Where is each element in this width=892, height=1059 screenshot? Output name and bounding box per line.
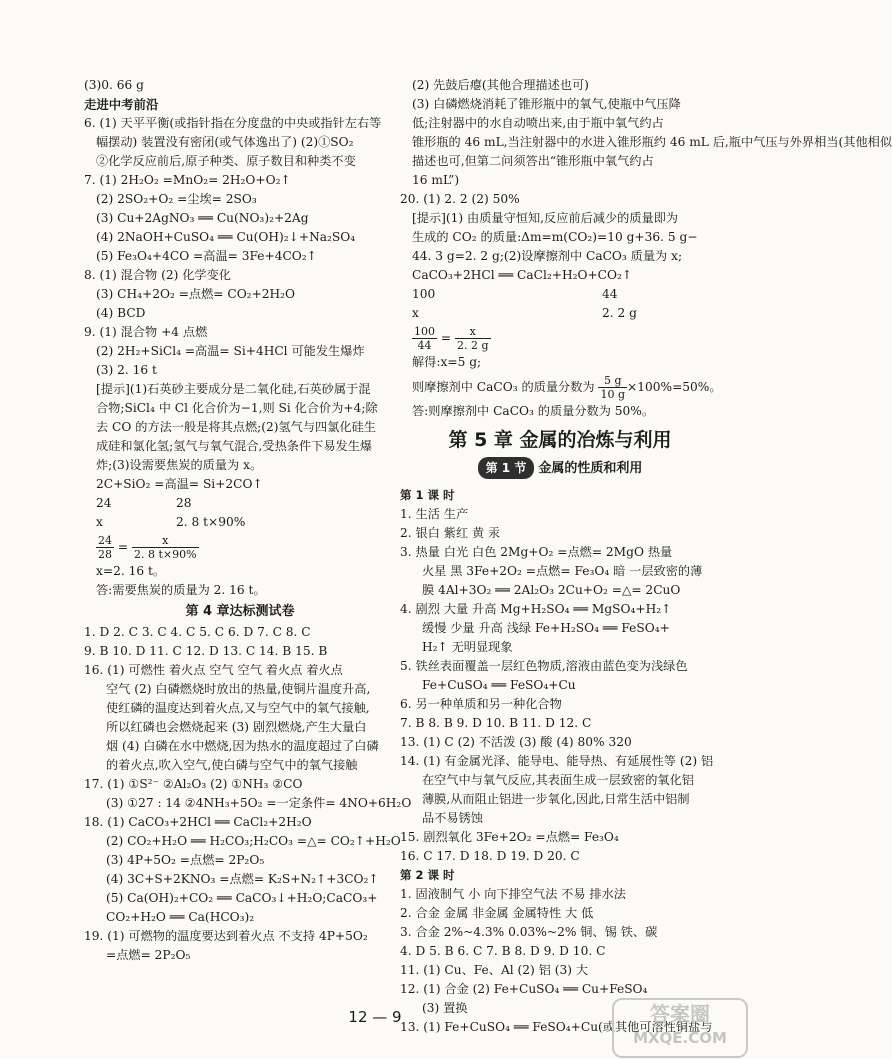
answer-line: CO₂+H₂O ══ Ca(HCO₃)₂ — [106, 910, 255, 924]
answer-line: 薄膜,从而阻止铝进一步氧化,因此,日常生活中铝制 — [422, 792, 690, 806]
mass-ratio-row — [84, 494, 396, 513]
answer-line: 描述也可,但第二问须答出“锥形瓶中氧气约占 — [412, 154, 654, 168]
answer-line: 19. (1) 可燃物的温度要达到着火点 不支持 4P+5O₂ — [84, 929, 368, 943]
answer-line: 解得:x=5 g; — [412, 355, 482, 369]
answer-line: (3) 4P+5O₂ =点燃= 2P₂O₅ — [106, 853, 265, 867]
answer-line: (2) 2H₂+SiCl₄ =高温= Si+4HCl 可能发生爆炸 — [96, 344, 365, 358]
answer-line: 3. 热量 白光 白色 2Mg+O₂ =点燃= 2MgO 热量 — [400, 545, 673, 559]
answer-line: (3)0. 66 g — [84, 78, 144, 92]
watermark-logo: 答案圈 MXQE.COM — [612, 998, 748, 1058]
mass-value: 2. 8 t×90% — [176, 515, 246, 529]
answer-line: 12. (1) 合金 (2) Fe+CuSO₄ ══ Cu+FeSO₄ — [400, 982, 648, 996]
fraction: $\frac{x}{2. 2 g}$ — [456, 325, 489, 352]
answer-line: 6. (1) 天平平衡(或指针指在分度盘的中央或指针左右等 — [84, 116, 382, 130]
proportion-equation: $\frac{100}{44}$ = $\frac{x}{2. 2 g}$ — [414, 325, 489, 352]
lesson-heading: 第 2 课 时 — [400, 868, 455, 882]
answer-line: 18. (1) CaCO₃+2HCl ══ CaCl₂+2H₂O — [84, 815, 312, 829]
section-heading-test: 第 4 章达标测试卷 — [185, 604, 295, 619]
answer-line: 2. 合金 金属 非金属 金属特性 大 低 — [400, 906, 594, 920]
lesson-heading: 第 1 课 时 — [400, 488, 455, 502]
answer-line: 6. 另一种单质和另一种化合物 — [400, 697, 562, 711]
answer-line: 所以红磷也会燃烧起来 (3) 剧烈燃烧,产生大量白 — [106, 720, 367, 734]
answer-line: 1. 生活 生产 — [400, 507, 469, 521]
answer-line: (3) 2. 16 t — [96, 363, 157, 377]
answer-line: 9. (1) 混合物 +4 点燃 — [84, 325, 208, 339]
mass-ratio-row — [400, 304, 720, 323]
section-badge: 第 1 节 — [478, 457, 535, 479]
hint-line: 去 CO 的方法一般是将其点燃;(2)氢气与四氯化硅生 — [96, 420, 376, 434]
answer-line: 的着火点,吹入空气,使白磷与空气中的氧气接触 — [106, 758, 358, 772]
hint-line: 成硅和氯化氢;氢气与氧气混合,受热条件下易发生爆 — [96, 439, 373, 453]
answer-line: 7. B 8. B 9. D 10. B 11. D 12. C — [400, 716, 592, 730]
hint-line: 合物;SiCl₄ 中 Cl 化合价为−1,则 Si 化合价为+4;除 — [96, 401, 378, 415]
mass-ratio-row — [400, 285, 720, 304]
equation-line: 2C+SiO₂ =高温= Si+2CO↑ — [96, 477, 263, 491]
answer-line: 14. (1) 有金属光泽、能导电、能导热、有延展性等 (2) 铝 — [400, 754, 714, 768]
answer-line: (3) Cu+2AgNO₃ ══ Cu(NO₃)₂+2Ag — [96, 211, 309, 225]
mass-value: 24 — [96, 496, 112, 510]
answer-line: 烟 (4) 白磷在水中燃烧,因为热水的温度超过了白磷 — [106, 739, 379, 753]
answer-line: (3) CH₄+2O₂ =点燃= CO₂+2H₂O — [96, 287, 296, 301]
fraction: $\frac{x}{2. 8 t\times 90\%}$ — [133, 534, 197, 561]
answer-line: 7. (1) 2H₂O₂ =MnO₂= 2H₂O+O₂↑ — [84, 173, 291, 187]
answer-line: (3) 置换 — [422, 1001, 468, 1015]
answer-line: 20. (1) 2. 2 (2) 50% — [400, 192, 520, 206]
fraction: $\frac{100}{44}$ — [414, 325, 435, 352]
answer-line: 16. C 17. D 18. D 19. D 20. C — [400, 849, 580, 863]
answer-line: 4. 剧烈 大量 升高 Mg+H₂SO₄ ══ MgSO₄+H₂↑ — [400, 602, 672, 616]
answer-line: 15. 剧烈氧化 3Fe+2O₂ =点燃= Fe₃O₄ — [400, 830, 619, 844]
answer-line: Fe+CuSO₄ ══ FeSO₄+Cu — [422, 678, 576, 692]
fraction: $\frac{24}{28}$ — [98, 534, 112, 561]
answer-line: 使红磷的温度达到着火点,又与空气中的氧气接触, — [106, 701, 370, 715]
answer-line: (2) CO₂+H₂O ══ H₂CO₃;H₂CO₃ =△= CO₂↑+H₂O — [106, 834, 401, 848]
answer-line: (4) BCD — [96, 306, 146, 320]
answer-line: 13. (1) C (2) 不活泼 (3) 酸 (4) 80% 320 — [400, 735, 632, 749]
answer-line: 火星 黑 3Fe+2O₂ =点燃= Fe₃O₄ 暗 一层致密的薄 — [422, 564, 703, 578]
answer-line: 4. D 5. B 6. C 7. B 8. D 9. D 10. C — [400, 944, 606, 958]
answer-line: =点燃= 2P₂O₅ — [106, 948, 191, 962]
answer-line: 2. 银白 紫红 黄 汞 — [400, 526, 501, 540]
answer-line: 在空气中与氧气反应,其表面生成一层致密的氧化铝 — [422, 773, 694, 787]
right-column — [400, 76, 892, 1037]
mass-value: 100 — [412, 287, 436, 301]
answer-line: (4) 3C+S+2KNO₃ =点燃= K₂S+N₂↑+3CO₂↑ — [106, 872, 379, 886]
section-title: 金属的性质和利用 — [538, 461, 643, 476]
section-heading-front: 走进中考前沿 — [84, 97, 159, 112]
percent-calc-line: 则摩擦剂中 CaCO₃ 的质量分数为 $\frac{5 g}{10 g}$ ×100%=50%。 — [412, 374, 722, 401]
section-header — [400, 457, 720, 480]
answer-line: (5) Ca(OH)₂+CO₂ ══ CaCO₃↓+H₂O;CaCO₃+ — [106, 891, 378, 905]
answer-line: 16. (1) 可燃性 着火点 空气 空气 着火点 着火点 — [84, 663, 343, 677]
hint-line: 44. 3 g=2. 2 g;(2)设摩擦剂中 CaCO₃ 质量为 x; — [412, 249, 683, 263]
answer-line: 答:则摩擦剂中 CaCO₃ 的质量分数为 50%。 — [412, 404, 655, 418]
answer-line: 9. B 10. D 11. C 12. D 13. C 14. B 15. B — [84, 644, 328, 658]
answer-line: 品不易锈蚀 — [422, 811, 483, 825]
page-number: 12 — 9 — [348, 1008, 402, 1026]
answer-line: 17. (1) ①S²⁻ ②Al₂O₃ (2) ①NH₃ ②CO — [84, 777, 303, 791]
mass-value: 44 — [602, 287, 618, 301]
answer-line: (3) ①27 : 14 ②4NH₃+5O₂ =一定条件= 4NO+6H₂O — [106, 796, 412, 810]
answer-line: (3) 白磷燃烧消耗了锥形瓶中的氧气,使瓶中气压降 — [412, 97, 681, 111]
mass-value: 2. 2 g — [602, 306, 637, 320]
answer-line: 幅摆动) 装置没有密闭(或气体逸出了) (2)①SO₂ — [96, 135, 354, 149]
answer-line: 低;注射器中的水自动喷出来,由于瓶中氧气约占 — [412, 116, 664, 130]
answer-line: 16 mL”) — [412, 173, 460, 187]
answer-line: 8. (1) 混合物 (2) 化学变化 — [84, 268, 231, 282]
answer-line: 3. 合金 2%~4.3% 0.03%~2% 铜、锡 铁、碳 — [400, 925, 658, 939]
answer-line: ②化学反应前后,原子种类、原子数目和种类不变 — [96, 154, 356, 168]
answer-line: 1. D 2. C 3. C 4. C 5. C 6. D 7. C 8. C — [84, 625, 311, 639]
answer-line: 缓慢 少量 升高 浅绿 Fe+H₂SO₄ ══ FeSO₄+ — [422, 621, 670, 635]
answer-line: (2) 先鼓后瘪(其他合理描述也可) — [412, 78, 589, 92]
mass-value: x — [412, 306, 419, 320]
fraction: $\frac{5 g}{10 g}$ — [600, 374, 626, 401]
mass-value: 28 — [176, 496, 192, 510]
left-column — [84, 76, 412, 965]
hint-line: 生成的 CO₂ 的质量:Δm=m(CO₂)=10 g+36. 5 g− — [412, 230, 698, 244]
answer-line: 13. (1) Fe+CuSO₄ ══ FeSO₄+Cu(或其他可溶性铜盐与 — [400, 1020, 713, 1034]
answer-line: x=2. 16 t。 — [96, 564, 166, 578]
hint-line: [提示](1) 由质量守恒知,反应前后减少的质量即为 — [412, 211, 679, 225]
hint-line: [提示](1)石英砂主要成分是二氧化硅,石英砂属于混 — [96, 382, 371, 396]
mass-ratio-row — [84, 513, 396, 532]
answer-line: 11. (1) Cu、Fe、Al (2) 铝 (3) 大 — [400, 963, 589, 977]
answer-line: 1. 固液制气 小 向下排空气法 不易 排水法 — [400, 887, 626, 901]
answer-line: (2) 2SO₂+O₂ =尘埃= 2SO₃ — [96, 192, 257, 206]
answer-line: (4) 2NaOH+CuSO₄ ══ Cu(OH)₂↓+Na₂SO₄ — [96, 230, 356, 244]
answer-line: 膜 4Al+3O₂ ══ 2Al₂O₃ 2Cu+O₂ =△= 2CuO — [422, 583, 681, 597]
answer-line: 答:需要焦炭的质量为 2. 16 t。 — [96, 583, 266, 597]
hint-line: 炸;(3)设需要焦炭的质量为 x。 — [96, 458, 263, 472]
proportion-equation: $\frac{24}{28}$ = $\frac{x}{2. 8 t\times 90\%}$ — [98, 534, 197, 561]
answer-line: 空气 (2) 白磷燃烧时放出的热量,使铜片温度升高, — [106, 682, 371, 696]
answer-line: H₂↑ 无明显现象 — [422, 640, 513, 654]
answer-line: (5) Fe₃O₄+4CO =高温= 3Fe+4CO₂↑ — [96, 249, 317, 263]
chapter-title: 第 5 章 金属的冶炼与利用 — [448, 429, 672, 451]
answer-line: 锥形瓶的 46 mL,当注射器中的水进入锥形瓶约 46 mL 后,瓶中气压与外界相当(其他相似 — [412, 135, 892, 149]
mass-value: x — [96, 515, 103, 529]
answer-line: 5. 铁丝表面覆盖一层红色物质,溶液由蓝色变为浅绿色 — [400, 659, 688, 673]
equation-line: CaCO₃+2HCl ══ CaCl₂+H₂O+CO₂↑ — [412, 268, 633, 282]
